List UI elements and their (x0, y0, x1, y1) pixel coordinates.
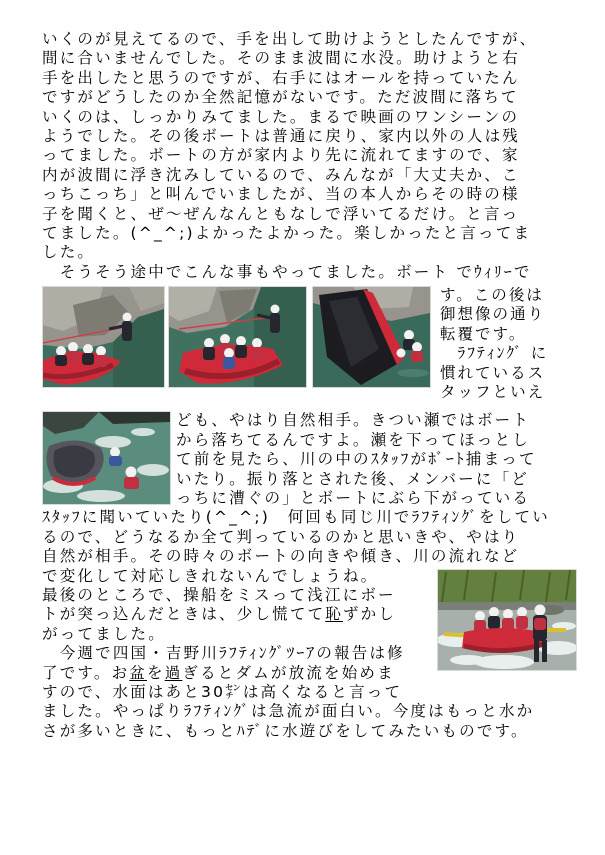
text-line: 転覆です。 (440, 324, 527, 343)
text-line: ようでした。その後ボートは普通に戻り、家内以外の人は残 (42, 126, 520, 145)
text-line: 了です。お盆を過ぎるとダムが放流を始めま (42, 663, 395, 682)
photo-raft-wheelie-2 (168, 286, 307, 388)
text-line: っちに漕ぐの」とボートにぶら下がっている (176, 488, 531, 507)
text-line: いくのが見えてるので、手を出して助けようとしたんですが、 (42, 30, 538, 48)
text-line: 手を出したと思うのですが、右手にはオールを持っていたん (42, 68, 520, 87)
text-line: るので、どうなるか全て判っているのかと思いきや、やはり (42, 527, 520, 546)
text-line: さが多いときに、もっとﾊﾃに水遊びをしてみたいものです。 (42, 721, 529, 740)
text-line: す。この後は (440, 286, 544, 305)
text-line: いくのは、しっかりみてました。まるで映画のワンシーンの (42, 107, 520, 126)
paragraph-3 (42, 508, 577, 566)
text-line: ました。やっぱりﾗﾌﾃｨﾝｸは急流が面白い。今度はもっと水か (42, 702, 535, 721)
paragraph-2-intro (42, 263, 577, 282)
text-line: ども、やはり自然相手。きつい瀬ではボート (176, 411, 531, 430)
photo-raft-flipping (312, 286, 431, 388)
text-line: ﾗﾌﾃｨﾝｸ に (457, 344, 549, 363)
photo-raft-rapids (437, 569, 577, 671)
text-line: した。 (42, 243, 96, 262)
text-line: ｽﾀｯﾌに聞いていたり(^_^;) 何回も同じ川でﾗﾌﾃｨﾝｸをしてい (42, 508, 550, 527)
text-line: ですがどうしたのか全然記憶がないです。ただ波間に落ちて (42, 88, 519, 107)
text-line: てました。(^_^;)よかったよかった。楽しかったと言ってま (42, 223, 532, 242)
text-line: ってました。ボートの方が家内より先に流れてますので、家 (42, 146, 520, 165)
paragraph-beside-photo (176, 411, 537, 508)
text-line: がってました。 (42, 624, 166, 643)
photo-row-1 (42, 286, 577, 402)
text-line: 間に合いませんでした。そのまま波間に水没。助けようと右 (42, 49, 520, 68)
paragraph-4-full (42, 702, 577, 741)
photo-raft-wheelie-1 (42, 286, 165, 388)
text-line: 子を聞くと、ぜ～ぜんなんともなしで浮いてるだけ。と言っ (42, 204, 520, 223)
text-line: で変化して対応しきれないんでしょうね。 (42, 566, 379, 585)
text-line: 慣れているス (440, 363, 546, 382)
photo-capsized-raft (42, 411, 171, 505)
text-line: 御想像の通り (440, 305, 546, 324)
text-line: そうそう途中でこんな事もやってました。ボート でｳｨﾘｰで (59, 262, 532, 281)
paragraph-1 (42, 30, 577, 263)
text-line: 内が波間に浮き沈みしているので、みんなが「大丈夫か、こ (42, 165, 520, 184)
text-line: 今週で四国・吉野川ﾗﾌﾃｨﾝｸﾂｰｱの報告は修 (59, 644, 405, 663)
closing-section (42, 567, 577, 742)
text-line: すので、水面はあと30㌢は高くなると言って (42, 682, 403, 701)
overturned-raft (46, 441, 103, 485)
text-line: いたり。振り落とされた後、メンバーに「ど (176, 469, 529, 488)
text-line: から落ちてるんですよ。瀬を下ってほっとし (176, 430, 530, 449)
text-line: て前を見たら、川の中のｽﾀｯﾌがﾎｰﾄ捕まって (176, 450, 537, 469)
text-line: 自然が相手。その時々のボートの向きや傾き、川の流れなど (42, 547, 520, 566)
text-line: 最後のところで、操船をミスって浅江にボー (42, 585, 396, 604)
text-line: っちこっち」と叫んでいましたが、当の本人からその時の様 (42, 185, 520, 204)
photo-side-column (440, 286, 548, 402)
text-line: タッフといえ (440, 383, 546, 402)
text-line: トが突っ込んだときは、少し慌てて恥ずかし (42, 605, 397, 624)
photo-row-2 (42, 411, 577, 508)
